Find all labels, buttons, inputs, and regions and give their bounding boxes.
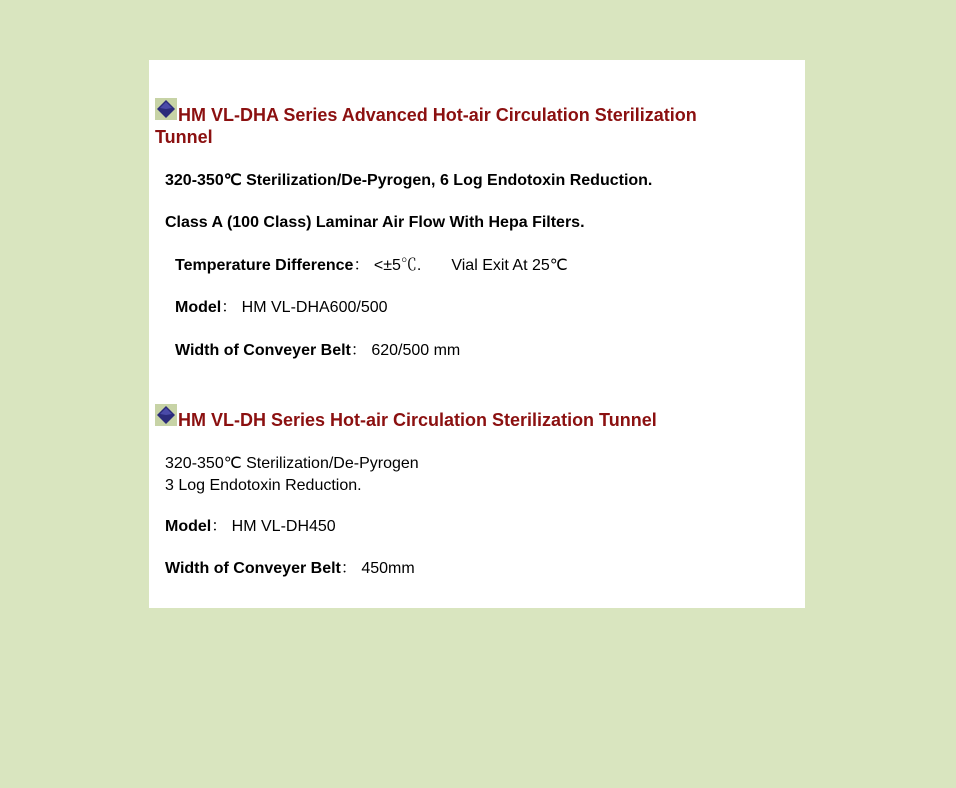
model-label: Model [175,299,222,316]
belt-width-label: Width of Conveyer Belt [175,342,351,359]
temperature-value: ： <±5℃. [353,257,422,274]
diamond-bullet-icon [155,404,177,426]
model-value: ： HM VL-DHA600/500 [221,299,388,316]
section-2-title: HM VL-DH Series Hot-air Circulation Sterilization Tunnel [178,410,657,430]
section-1-laminar: Class A (100 Class) Laminar Air Flow With Hepa Filters. [165,214,585,231]
belt-width-value: ： 450mm [340,560,415,577]
section-1-sterilization: 320-350℃ Sterilization/De-Pyrogen, 6 Log Endotoxin Reduction. [165,172,653,189]
belt-width-label: Width of Conveyer Belt [165,560,341,577]
content-panel [149,60,805,608]
section-2-model [165,516,336,538]
section-1-model [175,297,388,319]
section-1-title [155,104,775,148]
section-2-sterilization-line1: 320-350℃ Sterilization/De-Pyrogen [165,455,419,472]
belt-width-value: ： 620/500 mm [350,342,461,359]
model-label: Model [165,518,212,535]
vial-exit: Vial Exit At 25℃ [451,257,568,274]
section-1-belt-width [175,340,460,362]
section-1-title-line1: HM VL-DHA Series Advanced Hot-air Circulation Sterilization [178,105,697,125]
section-1-title-line2: Tunnel [155,127,213,147]
section-2-belt-width [165,558,415,580]
section-2-sterilization [165,453,419,497]
model-value: ： HM VL-DH450 [211,518,336,535]
temperature-label: Temperature Difference [175,257,354,274]
section-1-temperature [175,255,568,277]
section-2-sterilization-line2: 3 Log Endotoxin Reduction. [165,477,362,494]
